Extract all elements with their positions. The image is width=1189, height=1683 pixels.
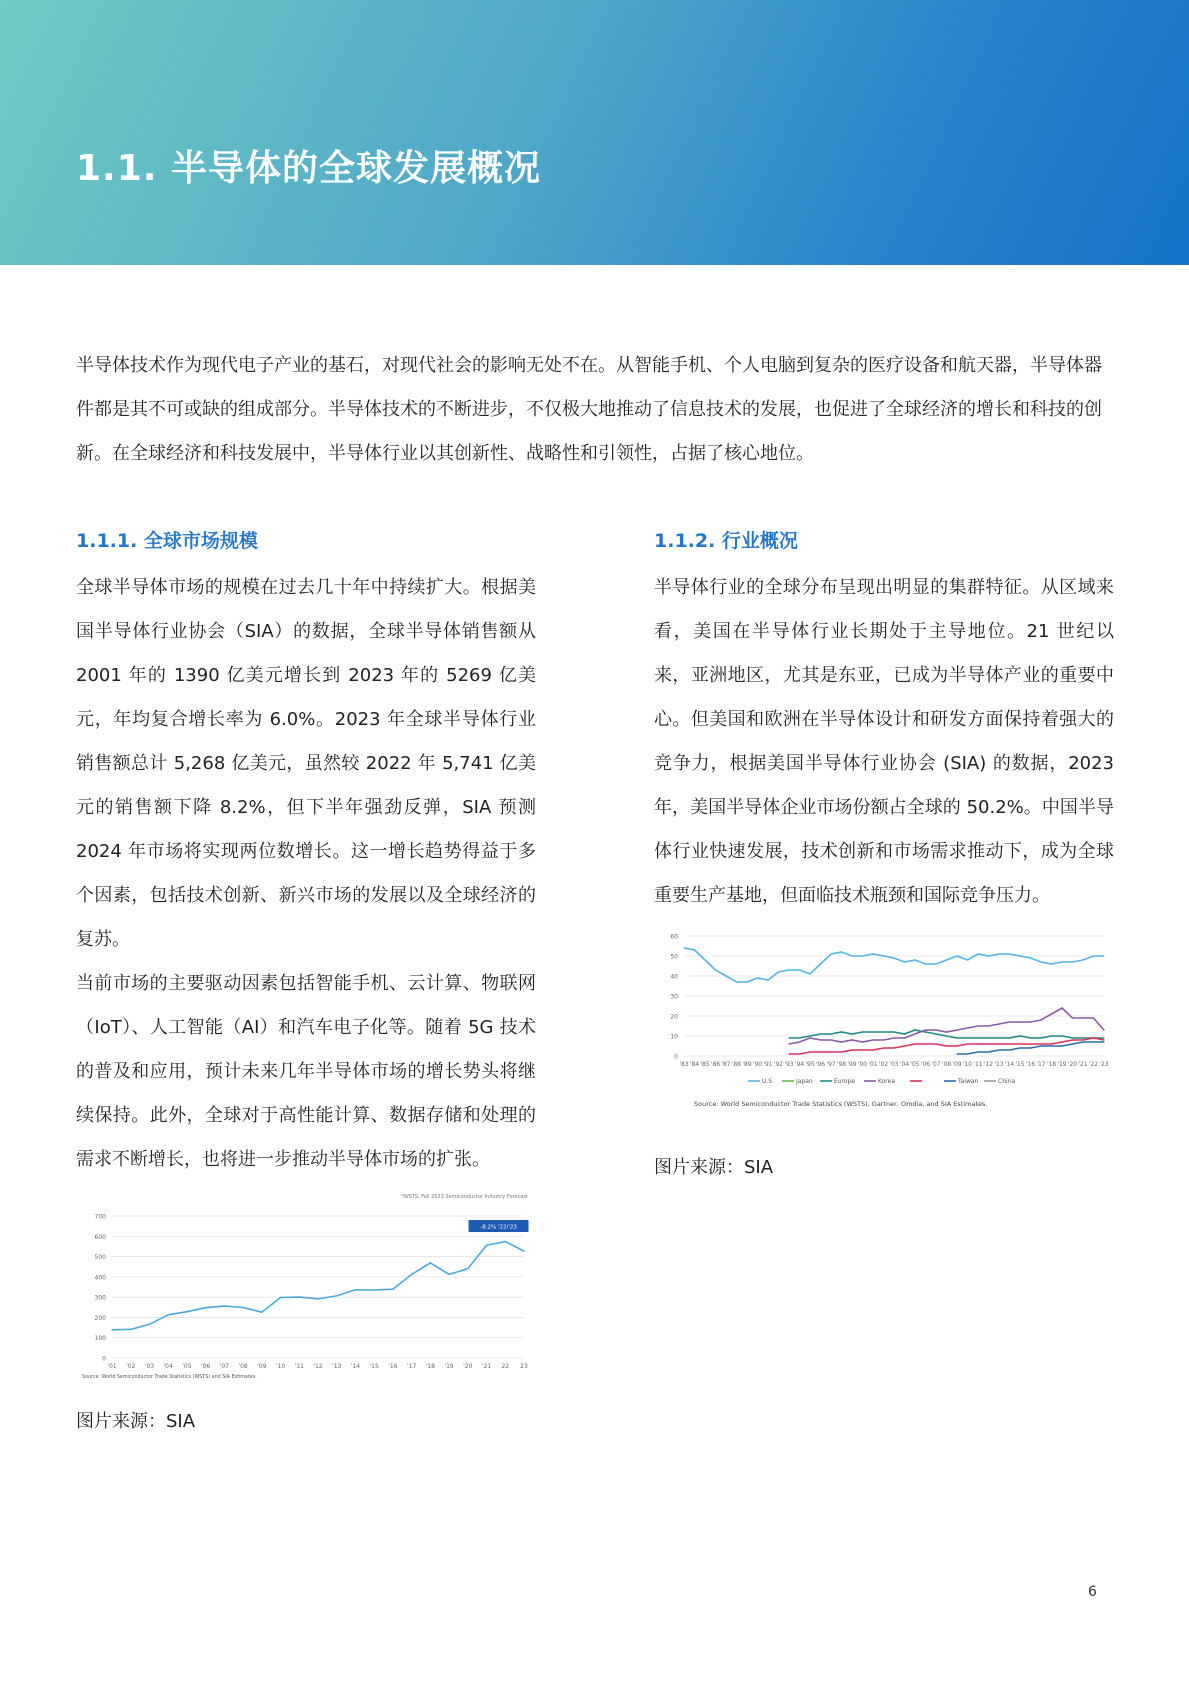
global-sales-chart <box>76 1188 536 1388</box>
data-point <box>1009 953 1010 954</box>
data-point <box>746 981 747 982</box>
data-point <box>914 1029 915 1030</box>
data-point <box>988 955 989 956</box>
data-point <box>1072 961 1073 962</box>
data-point <box>1082 1039 1083 1040</box>
x-tick-label: '23 <box>1099 1061 1109 1068</box>
x-tick-label: '12 <box>313 1363 323 1370</box>
x-tick-label: '15 <box>1015 1061 1025 1068</box>
data-point <box>841 951 842 952</box>
market-size-paragraph-1: 全球半导体市场的规模在过去几十年中持续扩大。根据美国半导体行业协会（SIA）的数据，全球半导体销售额从 2001 年的 1390 亿美元增长到 2023 年的 5269 亿美元，年均复合增长率为 6.0%。2023 年全球半导体行业销售额总计 5,268 亿美元，虽然较 2022 年 5,741 亿美元的销售额下降 8.2%，但下半年强劲反弹，SIA 预测 2024 年市场将实现两位数增长。这一增长趋势得益于多个因素，包括技术创新、新兴市场的发展以及全球经济的复苏。 <box>76 577 536 950</box>
data-point <box>799 1053 800 1054</box>
x-tick-label: '84 <box>689 1061 700 1068</box>
data-point <box>935 1033 936 1034</box>
data-point <box>977 1037 978 1038</box>
x-tick-label: '91 <box>763 1061 773 1068</box>
x-tick-label: '86 <box>710 1061 721 1068</box>
data-point <box>872 1031 873 1032</box>
x-tick-label: '01 <box>107 1363 117 1370</box>
data-point <box>1103 955 1104 956</box>
data-point <box>486 1245 487 1246</box>
data-point <box>430 1262 431 1263</box>
x-tick-label: '96 <box>815 1061 826 1068</box>
page-number: 6 <box>1088 1584 1097 1600</box>
x-tick-label: '20 <box>463 1363 473 1370</box>
data-point <box>841 1041 842 1042</box>
x-tick-label: '03 <box>144 1363 155 1370</box>
data-point <box>956 1029 957 1030</box>
data-point <box>788 969 789 970</box>
data-point <box>872 1039 873 1040</box>
header-banner <box>0 0 1189 265</box>
data-point <box>998 1043 999 1044</box>
x-tick-label: '98 <box>836 1061 847 1068</box>
data-point <box>862 1031 863 1032</box>
x-tick-label: '21 <box>481 1363 492 1370</box>
y-tick-label: 500 <box>94 1254 106 1262</box>
data-point <box>946 1045 947 1046</box>
data-point <box>925 1043 926 1044</box>
x-tick-label: '16 <box>388 1363 398 1370</box>
data-point <box>1103 1041 1104 1042</box>
data-point <box>988 1025 989 1026</box>
x-tick-label: '09 <box>257 1363 267 1370</box>
data-point <box>205 1307 206 1308</box>
data-point <box>988 1043 989 1044</box>
data-point <box>224 1305 225 1306</box>
data-point <box>1019 1035 1020 1036</box>
data-point <box>1040 961 1041 962</box>
annotation-label: -8.2% '22/'23 <box>480 1224 517 1231</box>
industry-overview-paragraph: 半导体行业的全球分布呈现出明显的集群特征。从区域来看，美国在半导体行业长期处于主导地位。21 世纪以来，亚洲地区，尤其是东亚，已成为半导体产业的重要中心。但美国和欧洲在半导体设计和研发方面保持着强大的竞争力，根据美国半导体行业协会 (SIA) 的数据，2023 年，美国半导体企业市场份额占全球的 50.2%。中国半导体行业快速发展，技术创新和市场需求推动下，成为全球重要生产基地，但面临技术瓶颈和国际竞争压力。 <box>654 577 1114 906</box>
data-point <box>830 1039 831 1040</box>
data-point <box>841 1031 842 1032</box>
data-point <box>1009 1043 1010 1044</box>
data-point <box>862 955 863 956</box>
data-point <box>1061 1007 1062 1008</box>
legend-label: China <box>998 1078 1016 1085</box>
section-heading-market-size: 1.1.1. 全球市场规模 <box>76 530 258 552</box>
data-point <box>757 977 758 978</box>
data-point <box>998 1023 999 1024</box>
data-point <box>1061 961 1062 962</box>
data-point <box>904 1033 905 1034</box>
x-tick-label: '22 <box>1088 1061 1099 1068</box>
data-point <box>893 1047 894 1048</box>
data-point <box>946 1031 947 1032</box>
x-tick-label: '90 <box>752 1061 763 1068</box>
data-point <box>977 1025 978 1026</box>
x-tick-label: '09 <box>952 1061 962 1068</box>
data-point <box>977 1043 978 1044</box>
legend-label: Europe <box>834 1078 856 1085</box>
data-point <box>820 1051 821 1052</box>
data-point <box>1051 1043 1052 1044</box>
data-point <box>1093 1037 1094 1038</box>
data-point <box>1040 1019 1041 1020</box>
x-tick-label: '10 <box>962 1061 973 1068</box>
x-tick-label: '20 <box>1067 1061 1078 1068</box>
data-point <box>862 1041 863 1042</box>
data-point <box>830 1033 831 1034</box>
data-point <box>893 1031 894 1032</box>
x-tick-label: '08 <box>941 1061 952 1068</box>
data-point <box>1051 1045 1052 1046</box>
data-point <box>1019 955 1020 956</box>
x-tick-label: 23 <box>520 1363 528 1370</box>
x-tick-label: '07 <box>931 1061 941 1068</box>
legend-label: Taiwan <box>958 1078 979 1085</box>
data-point <box>1103 1029 1104 1030</box>
y-tick-label: 40 <box>670 973 678 981</box>
data-point <box>299 1297 300 1298</box>
data-point <box>1072 1037 1073 1038</box>
data-point <box>1019 1043 1020 1044</box>
x-tick-label: '10 <box>275 1363 286 1370</box>
data-point <box>411 1274 412 1275</box>
data-point <box>1072 1017 1073 1018</box>
data-point <box>1051 1013 1052 1014</box>
x-tick-label: '14 <box>1004 1061 1015 1068</box>
data-point <box>883 1031 884 1032</box>
x-tick-label: '18 <box>425 1363 436 1370</box>
x-tick-label: '02 <box>878 1061 889 1068</box>
data-point <box>998 953 999 954</box>
data-point <box>1082 1017 1083 1018</box>
data-point <box>841 1051 842 1052</box>
data-point <box>374 1289 375 1290</box>
data-point <box>967 1037 968 1038</box>
page-title: 1.1. 半导体的全球发展概况 <box>76 148 541 189</box>
x-tick-label: '11 <box>294 1363 304 1370</box>
legend-label: Japan <box>796 1078 813 1085</box>
data-point <box>988 1037 989 1038</box>
right-column <box>654 526 1114 1190</box>
data-point <box>1093 955 1094 956</box>
data-point <box>883 1047 884 1048</box>
data-point <box>998 1049 999 1050</box>
data-point <box>317 1298 318 1299</box>
x-tick-label: '07 <box>219 1363 230 1370</box>
x-tick-label: '00 <box>857 1061 868 1068</box>
data-point <box>935 963 936 964</box>
data-point <box>977 953 978 954</box>
data-point <box>788 1037 789 1038</box>
x-tick-label: '15 <box>369 1363 379 1370</box>
data-point <box>977 1051 978 1052</box>
data-point <box>1061 1045 1062 1046</box>
data-point <box>956 1053 957 1054</box>
data-point <box>1082 1037 1083 1038</box>
data-point <box>1103 1039 1104 1040</box>
x-tick-label: '17 <box>406 1363 417 1370</box>
legend-label: U.S <box>762 1078 773 1085</box>
x-tick-label: '17 <box>1036 1061 1046 1068</box>
data-point <box>1019 1021 1020 1022</box>
data-point <box>1019 1047 1020 1048</box>
data-point <box>830 953 831 954</box>
x-tick-label: '05 <box>182 1363 192 1370</box>
data-point <box>988 1051 989 1052</box>
data-point <box>809 973 810 974</box>
data-point <box>862 1049 863 1050</box>
x-tick-label: '88 <box>731 1061 742 1068</box>
data-point <box>788 1043 789 1044</box>
x-tick-label: '12 <box>983 1061 994 1068</box>
x-tick-label: '13 <box>332 1363 342 1370</box>
data-point <box>925 1029 926 1030</box>
y-tick-label: 400 <box>94 1274 106 1282</box>
data-point <box>505 1241 506 1242</box>
data-point <box>788 1053 789 1054</box>
data-point <box>904 961 905 962</box>
data-point <box>893 957 894 958</box>
x-tick-label: '04 <box>899 1061 910 1068</box>
x-tick-label: '19 <box>444 1363 454 1370</box>
data-point <box>1082 1041 1083 1042</box>
data-point <box>1009 1037 1010 1038</box>
legend-label: Korea <box>878 1078 896 1085</box>
data-point <box>355 1289 356 1290</box>
x-tick-label: '97 <box>826 1061 836 1068</box>
data-point <box>1093 1017 1094 1018</box>
data-point <box>261 1312 262 1313</box>
data-point <box>946 959 947 960</box>
data-point <box>1072 1043 1073 1044</box>
data-point <box>1072 1039 1073 1040</box>
data-point <box>872 1049 873 1050</box>
data-point <box>280 1297 281 1298</box>
data-point <box>1061 1041 1062 1042</box>
data-point <box>956 955 957 956</box>
data-point <box>830 1051 831 1052</box>
y-tick-label: 30 <box>670 993 678 1001</box>
x-tick-label: '04 <box>163 1363 173 1370</box>
data-point <box>704 959 705 960</box>
market-share-chart <box>654 926 1114 1126</box>
x-tick-label: '92 <box>773 1061 784 1068</box>
data-point <box>967 959 968 960</box>
x-tick-label: '11 <box>973 1061 983 1068</box>
data-point <box>1051 963 1052 964</box>
x-tick-label: '94 <box>794 1061 805 1068</box>
x-tick-label: 22 <box>501 1363 510 1370</box>
data-point <box>694 949 695 950</box>
x-tick-label: '05 <box>910 1061 920 1068</box>
x-tick-label: '03 <box>889 1061 899 1068</box>
data-point <box>799 1037 800 1038</box>
data-point <box>893 1037 894 1038</box>
x-tick-label: '85 <box>700 1061 710 1068</box>
data-point <box>967 1027 968 1028</box>
data-point <box>883 955 884 956</box>
series-line <box>789 1008 1104 1044</box>
y-tick-label: 20 <box>670 1013 678 1021</box>
data-point <box>935 1029 936 1030</box>
x-tick-label: '08 <box>238 1363 248 1370</box>
x-tick-label: '06 <box>200 1363 211 1370</box>
data-point <box>914 1043 915 1044</box>
data-point <box>392 1289 393 1290</box>
data-point <box>851 955 852 956</box>
data-point <box>1051 1035 1052 1036</box>
y-tick-label: 50 <box>670 953 678 961</box>
data-point <box>1103 1037 1104 1038</box>
data-point <box>799 1041 800 1042</box>
data-point <box>998 1037 999 1038</box>
data-point <box>935 1043 936 1044</box>
data-point <box>130 1329 131 1330</box>
x-tick-label: '93 <box>784 1061 794 1068</box>
data-point <box>1040 1037 1041 1038</box>
data-point <box>1009 1021 1010 1022</box>
data-point <box>820 1033 821 1034</box>
data-point <box>1030 1021 1031 1022</box>
x-tick-label: '01 <box>868 1061 878 1068</box>
data-point <box>851 1049 852 1050</box>
data-point <box>1030 1047 1031 1048</box>
data-point <box>851 1033 852 1034</box>
x-tick-label: '02 <box>126 1363 136 1370</box>
x-tick-label: '87 <box>721 1061 731 1068</box>
data-point <box>914 1033 915 1034</box>
data-point <box>820 1039 821 1040</box>
y-tick-label: 300 <box>94 1294 106 1302</box>
data-point <box>186 1311 187 1312</box>
y-tick-label: 100 <box>94 1335 106 1343</box>
y-tick-label: 10 <box>670 1033 678 1041</box>
series-line <box>684 948 1104 982</box>
intro-paragraph: 半导体技术作为现代电子产业的基石，对现代社会的影响无处不在。从智能手机、个人电脑到复杂的医疗设备和航天器，半导体器件都是其不可或缺的组成部分。半导体技术的不断进步，不仅极大地推动了信息技术的发展，也促进了全球经济的增长和科技的创新。在全球经济和科技发展中，半导体行业以其创新性、战略性和引领性，占据了核心地位。 <box>76 355 1102 464</box>
y-tick-label: 0 <box>674 1053 678 1061</box>
data-point <box>448 1274 449 1275</box>
y-tick-label: 600 <box>94 1233 106 1241</box>
data-point <box>149 1324 150 1325</box>
data-point <box>767 979 768 980</box>
data-point <box>883 1039 884 1040</box>
data-point <box>725 975 726 976</box>
data-point <box>809 1051 810 1052</box>
data-point <box>872 953 873 954</box>
x-tick-label: '13 <box>994 1061 1004 1068</box>
data-point <box>1030 1043 1031 1044</box>
x-tick-label: '16 <box>1025 1061 1036 1068</box>
data-point <box>925 963 926 964</box>
data-point <box>914 959 915 960</box>
y-tick-label: 0 <box>102 1355 106 1363</box>
data-point <box>168 1314 169 1315</box>
data-point <box>736 981 737 982</box>
data-point <box>967 1043 968 1044</box>
data-point <box>778 971 779 972</box>
y-tick-label: 60 <box>670 933 678 941</box>
market-size-paragraph-2: 当前市场的主要驱动因素包括智能手机、云计算、物联网（IoT）、人工智能（AI）和汽车电子化等。随着 5G 技术的普及和应用，预计未来几年半导体市场的增长势头将继续保持。此外，全球对于高性能计算、数据存储和处理的需求不断增长，也将进一步推动半导体市场的扩张。 <box>76 973 536 1170</box>
left-column <box>76 526 536 1444</box>
chart-caption-left: 图片来源：SIA <box>76 1411 196 1432</box>
data-point <box>1030 1037 1031 1038</box>
data-point <box>1061 1035 1062 1036</box>
data-point <box>242 1307 243 1308</box>
data-point <box>956 1045 957 1046</box>
section-heading-industry-overview: 1.1.2. 行业概况 <box>654 530 798 552</box>
y-tick-label: 200 <box>94 1314 106 1322</box>
data-point <box>925 1031 926 1032</box>
data-point <box>820 963 821 964</box>
series-line <box>112 1242 524 1330</box>
data-point <box>851 1039 852 1040</box>
x-tick-label: '21 <box>1078 1061 1088 1068</box>
x-tick-label: '19 <box>1057 1061 1067 1068</box>
data-point <box>799 969 800 970</box>
chart-source: Source: World Semiconductor Trade Statistics (WSTS), Gartner, Omdia, and SIA Estimates. <box>694 1100 988 1108</box>
data-point <box>683 947 684 948</box>
x-tick-label: '18 <box>1046 1061 1057 1068</box>
data-point <box>1030 957 1031 958</box>
data-point <box>809 1035 810 1036</box>
data-point <box>967 1053 968 1054</box>
data-point <box>111 1329 112 1330</box>
chart-caption-right: 图片来源：SIA <box>654 1157 774 1178</box>
data-point <box>336 1295 337 1296</box>
data-point <box>1093 1041 1094 1042</box>
data-point <box>904 1037 905 1038</box>
data-point <box>904 1045 905 1046</box>
data-point <box>1009 1049 1010 1050</box>
x-tick-label: '14 <box>350 1363 361 1370</box>
x-tick-label: '83 <box>679 1061 689 1068</box>
data-point <box>467 1268 468 1269</box>
data-point <box>523 1250 524 1251</box>
data-point <box>956 1037 957 1038</box>
x-tick-label: '06 <box>920 1061 931 1068</box>
data-point <box>946 1035 947 1036</box>
x-tick-label: '95 <box>805 1061 815 1068</box>
chart-source: Source: World Semiconductor Trade Statistics (WSTS) and SIA Estimates. <box>82 1375 257 1380</box>
data-point <box>1082 959 1083 960</box>
data-point <box>715 969 716 970</box>
x-tick-label: '89 <box>742 1061 752 1068</box>
data-point <box>809 1037 810 1038</box>
chart-note: *WSTS, Fall 2023 Semiconductor Industry Forecast <box>401 1194 528 1200</box>
data-point <box>1040 1043 1041 1044</box>
x-tick-label: '99 <box>847 1061 857 1068</box>
data-point <box>1040 1045 1041 1046</box>
y-tick-label: 700 <box>94 1213 106 1221</box>
